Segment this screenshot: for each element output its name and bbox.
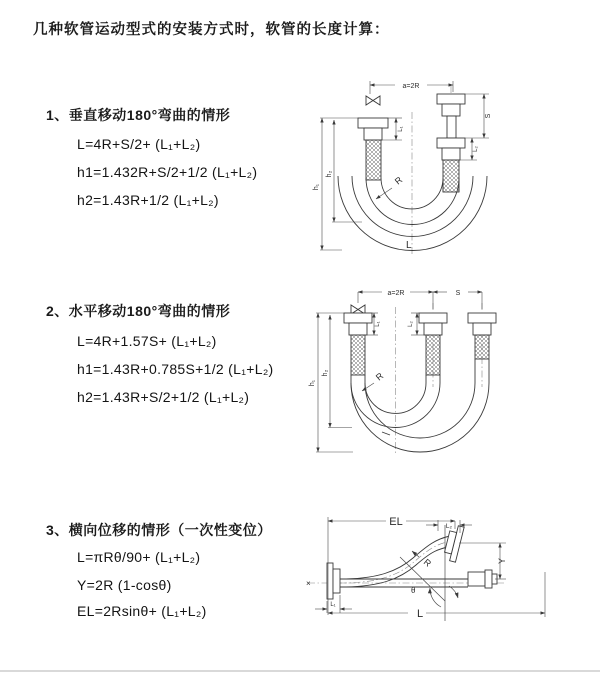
page-title: 几种软管运动型式的安装方式时，软管的长度计算： bbox=[33, 22, 390, 38]
dim-label-y: Y bbox=[497, 557, 507, 565]
radius-label: R bbox=[421, 556, 434, 569]
diagram-lateral-displacement bbox=[300, 495, 600, 655]
section-2-heading: 2、水平移动180°弯曲的情形 bbox=[46, 303, 231, 319]
section-1-formula-L: L=4R+S/2+ (L₁+L₂) bbox=[77, 136, 201, 152]
dimension-lines bbox=[316, 292, 482, 452]
radius-label: R bbox=[373, 370, 386, 383]
axis-mark: × bbox=[306, 579, 311, 588]
length-label: L bbox=[406, 240, 412, 251]
hose-arcs bbox=[351, 359, 489, 452]
section-3-heading: 3、横向位移的情形（一次性变位） bbox=[46, 522, 272, 538]
left-pipe-assembly bbox=[344, 305, 372, 375]
dim-label-l: L bbox=[417, 608, 424, 620]
section-3-formula-L: L=πRθ/90+ (L₁+L₂) bbox=[77, 549, 201, 565]
dim-label-l1: L₁ bbox=[398, 126, 404, 132]
dim-label-l1: L₁ bbox=[330, 602, 336, 608]
right-flange bbox=[468, 570, 497, 588]
dim-label-l2: L₂ bbox=[408, 321, 414, 327]
dim-label-a2r: a=2R bbox=[402, 83, 420, 90]
dimension-lines bbox=[315, 517, 545, 617]
dim-label-el: EL bbox=[389, 516, 403, 528]
section-3-formula-EL: EL=2Rsinθ+ (L₁+L₂) bbox=[77, 603, 207, 619]
dim-label-l2: L₂ bbox=[445, 523, 453, 530]
section-1-formula-h1: h1=1.432R+S/2+1/2 (L₁+L₂) bbox=[77, 164, 258, 180]
dim-label-h1: h₁ bbox=[309, 379, 316, 387]
dim-label-h2: h₂ bbox=[322, 369, 329, 377]
right-pipe-assembly bbox=[468, 313, 496, 359]
hose-arcs bbox=[338, 176, 487, 251]
radius-label: R bbox=[392, 174, 405, 187]
section-1-heading: 1、垂直移动180°弯曲的情形 bbox=[46, 107, 231, 123]
section-3-formula-Y: Y=2R (1-cosθ) bbox=[77, 577, 172, 593]
page-bottom-border bbox=[0, 670, 600, 672]
dim-label-s: S bbox=[455, 290, 461, 297]
left-pipe-assembly bbox=[358, 96, 388, 180]
dim-label-s: S bbox=[485, 113, 492, 119]
dim-label-a2r: a=2R bbox=[387, 290, 405, 297]
dimension-lines bbox=[320, 81, 489, 250]
section-2-formula-h2: h2=1.43R+S/2+1/2 (L₁+L₂) bbox=[77, 389, 250, 405]
dim-label-h2: h₂ bbox=[326, 170, 333, 178]
section-1-formula-h2: h2=1.43R+1/2 (L₁+L₂) bbox=[77, 192, 219, 208]
section-2-formula-L: L=4R+1.57S+ (L₁+L₂) bbox=[77, 333, 217, 349]
section-2-formula-h1: h1=1.43R+0.785S+1/2 (L₁+L₂) bbox=[77, 361, 274, 377]
diagram-vertical-180-bend bbox=[312, 72, 578, 258]
middle-pipe-assembly bbox=[419, 313, 447, 375]
left-flange bbox=[327, 563, 340, 599]
angle-label: θ bbox=[411, 586, 416, 595]
dim-label-h1: h₁ bbox=[313, 183, 320, 191]
valve-icon bbox=[366, 96, 380, 105]
dim-label-l2: L₂ bbox=[473, 146, 479, 152]
diagram-horizontal-180-bend bbox=[308, 283, 585, 460]
dim-label-l1: L₁ bbox=[375, 321, 381, 327]
right-pipe-assembly bbox=[437, 94, 465, 192]
